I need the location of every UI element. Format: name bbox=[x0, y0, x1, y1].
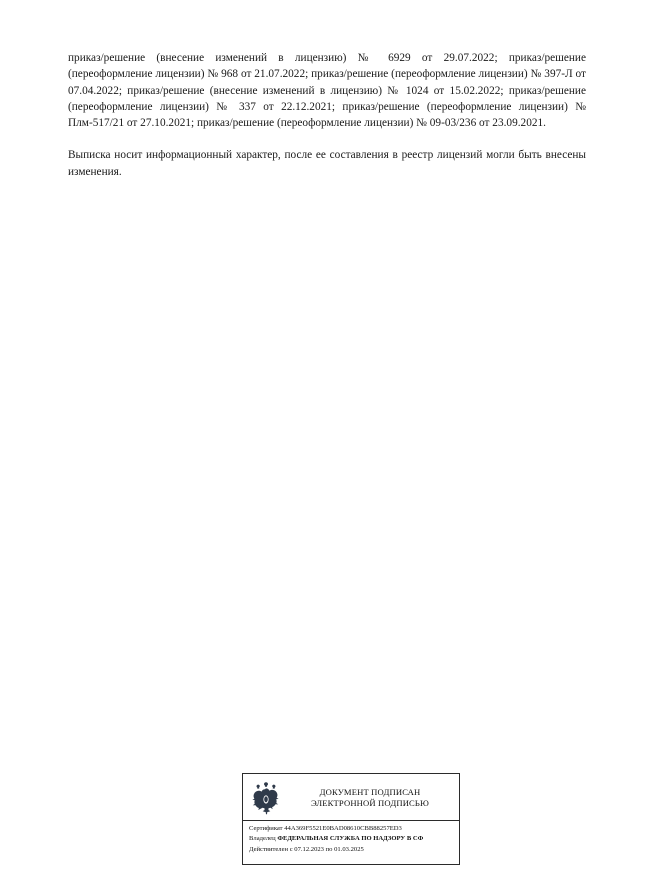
stamp-owner-line bbox=[249, 834, 454, 844]
valid-to-prefix: по bbox=[325, 845, 333, 853]
valid-to-date: 01.03.2025 bbox=[334, 845, 364, 853]
stamp-details bbox=[243, 821, 459, 855]
certificate-value: 44A369F5521E0BAD08610CBB88257ED3 bbox=[284, 825, 402, 832]
certificate-label: Сертификат bbox=[249, 825, 283, 832]
paragraph-disclaimer: Выписка носит информационный характер, после ее составления в реестр лицензий могли быть внесены изменения. bbox=[68, 149, 586, 178]
document-body bbox=[68, 50, 586, 180]
stamp-title-line-1: ДОКУМЕНТ ПОДПИСАН bbox=[319, 787, 421, 798]
valid-from-prefix: с bbox=[289, 845, 293, 853]
stamp-certificate-line bbox=[249, 824, 454, 834]
stamp-title-line-2: ЭЛЕКТРОННОЙ ПОДПИСЬЮ bbox=[310, 798, 429, 808]
stamp-header bbox=[243, 774, 459, 820]
paragraph-licenses: приказ/решение (внесение изменений в лицензию) № 6929 от 29.07.2022; приказ/решение (переоформление лицензии) № 968 от 21.07.2022; приказ/решение (переоформление лицензии) № 397-Л от 07.04.2022; приказ/решение (внесение изменений в лицензию) № 1024 от 15.02.2022; приказ/решение (переоформление лицензии) № 337 от 22.12.2021; приказ/решение (переоформление лицензии) № Плм-517/21 от 27.10.2021; приказ/решение (переоформление лицензии) № 09-03/236 от 23.09.2021. bbox=[68, 52, 586, 130]
stamp-title bbox=[287, 787, 455, 808]
valid-label: Действителен bbox=[249, 845, 289, 853]
owner-value: ФЕДЕРАЛЬНАЯ СЛУЖБА ПО НАДЗОРУ В СФ bbox=[277, 835, 424, 843]
electronic-signature-stamp bbox=[242, 773, 460, 865]
stamp-validity-line bbox=[249, 845, 454, 855]
owner-label: Владелец bbox=[249, 835, 276, 843]
valid-from-date: 07.12.2023 bbox=[294, 845, 324, 853]
double-headed-eagle-emblem-icon bbox=[249, 779, 283, 817]
